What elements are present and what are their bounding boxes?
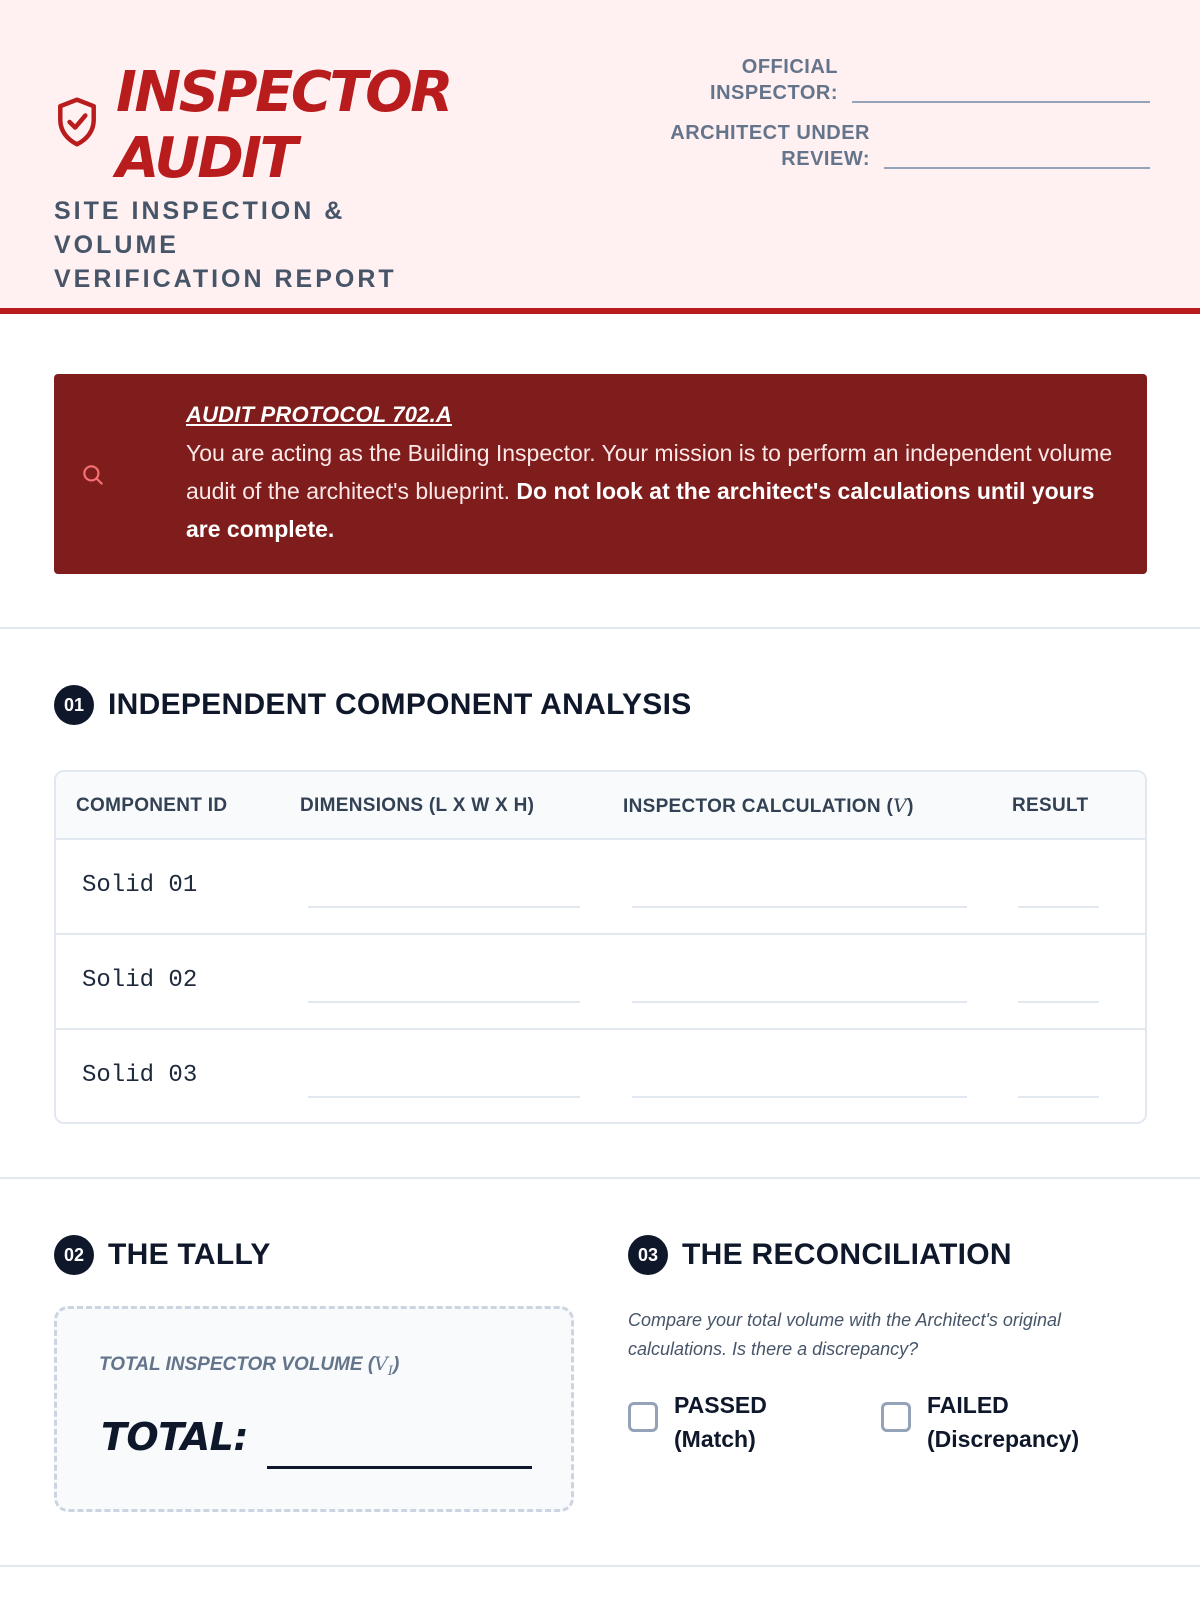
- calculation-input-line[interactable]: [632, 1096, 967, 1098]
- section-number-badge: 01: [54, 685, 94, 725]
- table-row: [56, 840, 1147, 935]
- component-id-cell: Solid 03: [82, 1062, 198, 1089]
- calculation-input-line[interactable]: [632, 906, 967, 908]
- section-number-badge: 02: [54, 1235, 94, 1275]
- section-1-heading: [54, 685, 692, 725]
- section-divider: [0, 1565, 1200, 1567]
- section-title: THE TALLY: [108, 1238, 271, 1271]
- section-2-heading: [54, 1235, 271, 1275]
- total-label: TOTAL:: [101, 1415, 249, 1459]
- audit-protocol-box: [54, 374, 1147, 574]
- tally-label-symbol: V: [374, 1353, 388, 1375]
- official-inspector-label: [700, 54, 838, 106]
- reconciliation-description: Compare your total volume with the Architect's original calculations. Is there a discrepancy?: [628, 1310, 1061, 1359]
- brand: [54, 60, 451, 192]
- protocol-title: AUDIT PROTOCOL 702.A: [186, 402, 453, 427]
- tally-box: [54, 1306, 574, 1512]
- table-row: [56, 935, 1147, 1030]
- architect-under-review-field: [668, 120, 1150, 172]
- calculation-input-line[interactable]: [632, 1001, 967, 1003]
- protocol-body: You are acting as the Building Inspector. Your mission is to perform an independent volume audit of the architect's blueprint.: [186, 440, 1113, 504]
- failed-label-line-2: (Discrepancy): [927, 1426, 1080, 1452]
- total-input-line[interactable]: [267, 1466, 532, 1469]
- search-icon: [80, 462, 106, 488]
- page-subtitle: [54, 194, 474, 296]
- title-line-1: INSPECTOR: [116, 60, 451, 125]
- architect-label-line-1: ARCHITECT UNDER: [670, 122, 870, 144]
- failed-label: [927, 1388, 1079, 1456]
- table-header: [56, 772, 1145, 840]
- component-table: [54, 770, 1147, 1124]
- result-input-line[interactable]: [1018, 1096, 1099, 1098]
- protocol-warning: Do not look at the architect's calculations until yours are complete.: [186, 478, 1095, 542]
- architect-under-review-label: [668, 120, 870, 172]
- protocol-text: [186, 434, 1131, 548]
- official-inspector-input-line[interactable]: [852, 101, 1150, 103]
- passed-checkbox[interactable]: [628, 1402, 658, 1432]
- section-title: INDEPENDENT COMPONENT ANALYSIS: [108, 688, 692, 721]
- calc-header-text: INSPECTOR CALCULATION (: [623, 796, 894, 817]
- passed-option[interactable]: [628, 1388, 767, 1456]
- table-row: [56, 1030, 1147, 1124]
- dimensions-input-line[interactable]: [308, 906, 580, 908]
- passed-label: [674, 1388, 767, 1456]
- section-number-badge: 03: [628, 1235, 668, 1275]
- section-divider: [0, 627, 1200, 629]
- calc-header-symbol: V: [893, 795, 908, 817]
- section-title: THE RECONCILIATION: [682, 1238, 1012, 1271]
- column-header-inspector-calculation: INSPECTOR CALCULATION (V): [623, 795, 914, 817]
- section-3-heading: [628, 1235, 1012, 1275]
- tally-label-text: TOTAL INSPECTOR VOLUME (: [99, 1354, 375, 1375]
- failed-label-line-1: FAILED: [927, 1392, 1009, 1418]
- result-input-line[interactable]: [1018, 1001, 1099, 1003]
- subtitle-line-1: SITE INSPECTION & VOLUME: [54, 197, 346, 259]
- official-inspector-label-line-2: INSPECTOR:: [710, 82, 838, 104]
- tally-label-subscript: I: [387, 1363, 394, 1379]
- dimensions-input-line[interactable]: [308, 1096, 580, 1098]
- architect-under-review-input-line[interactable]: [884, 167, 1150, 169]
- component-id-cell: Solid 01: [82, 872, 198, 899]
- failed-option[interactable]: [881, 1388, 1079, 1456]
- passed-label-line-2: (Match): [674, 1426, 756, 1452]
- column-header-result: RESULT: [1012, 795, 1089, 816]
- official-inspector-field: [700, 54, 1150, 106]
- architect-label-line-2: REVIEW:: [781, 148, 870, 170]
- title-line-2: AUDIT: [116, 126, 296, 191]
- total-inspector-volume-label: TOTAL INSPECTOR VOLUME $(V_I)$: [99, 1353, 400, 1379]
- section-divider: [0, 1177, 1200, 1179]
- report-header: [0, 0, 1200, 314]
- result-input-line[interactable]: [1018, 906, 1099, 908]
- official-inspector-label-line-1: OFFICIAL: [741, 56, 838, 78]
- shield-check-icon: [54, 96, 100, 148]
- column-header-component-id: COMPONENT ID: [76, 795, 228, 816]
- component-id-cell: Solid 02: [82, 967, 198, 994]
- subtitle-line-2: VERIFICATION REPORT: [54, 265, 397, 293]
- passed-label-line-1: PASSED: [674, 1392, 767, 1418]
- column-header-dimensions: DIMENSIONS (L X W X H): [300, 795, 535, 816]
- page-title: [116, 60, 451, 192]
- failed-checkbox[interactable]: [881, 1402, 911, 1432]
- dimensions-input-line[interactable]: [308, 1001, 580, 1003]
